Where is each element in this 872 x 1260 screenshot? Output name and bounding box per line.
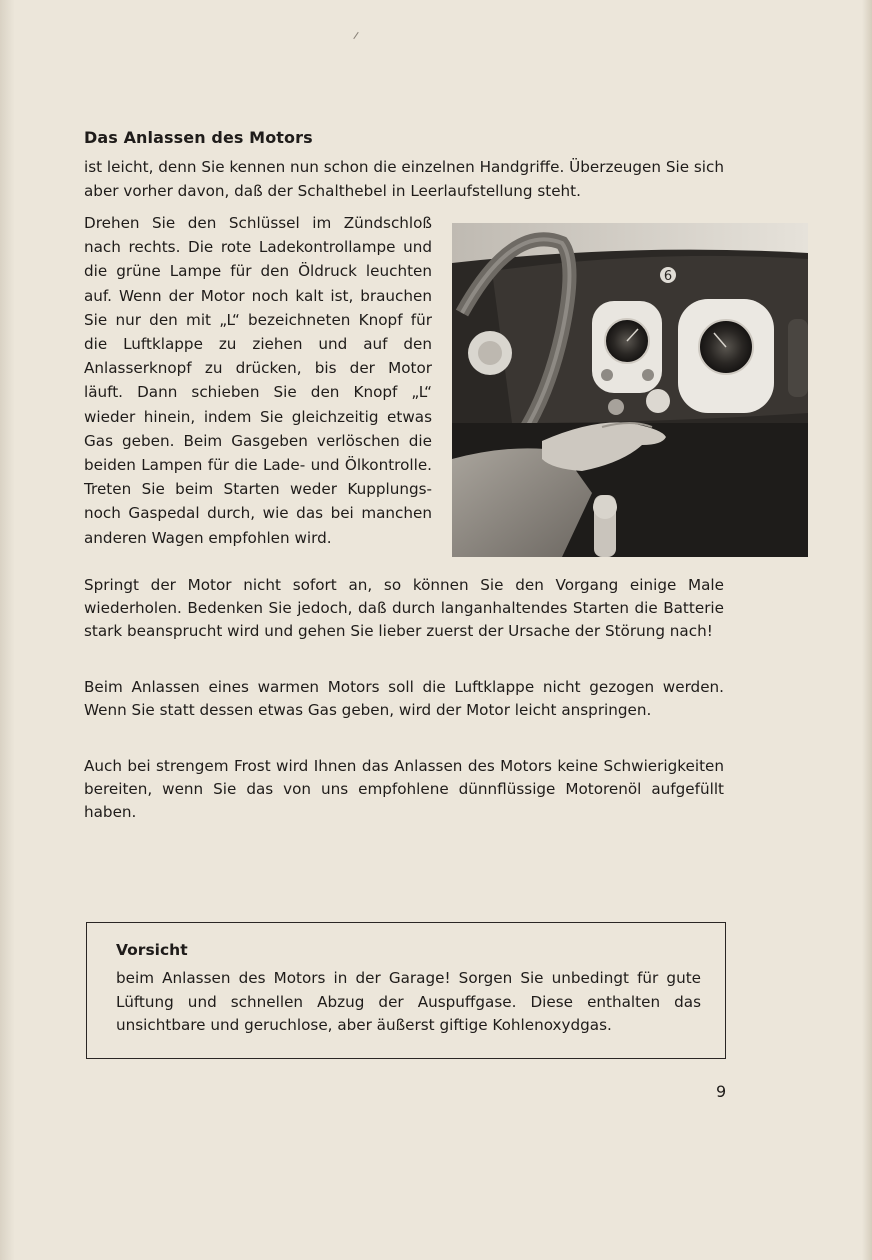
- warning-text: beim Anlassen des Motors in der Garage! Sorgen Sie unbedingt für gute Lüftung und schnellen Abzug der Auspuffgase. Diese enthalten das unsichtbare und geruchlose, aber äußerst giftige Kohlenoxydgas.: [116, 969, 701, 1034]
- warm-engine-paragraph: Beim Anlassen eines warmen Motors soll die Luftklappe nicht gezogen werden. Wenn Sie statt dessen etwas Gas geben, wird der Motor leicht anspringen.: [84, 678, 724, 719]
- frost-paragraph: Auch bei strengem Frost wird Ihnen das Anlassen des Motors keine Schwierigkeiten bereiten, wenn Sie das von uns empfohlene dünnflüssige Motorenöl aufgefüllt haben.: [84, 757, 724, 821]
- starting-procedure-paragraph: Drehen Sie den Schlüssel im Zündschloß nach rechts. Die rote Ladekontrollampe und die grüne Lampe für den Öldruck leuchten auf. Wenn der Motor noch kalt ist, brauchen Sie nur den mit „L“ bezeichneten Knopf für die Luftklappe zu ziehen und auf den Anlasserknopf zu drücken, bis der Motor läuft. Dann schieben Sie den Knopf „L“ wieder hinein, indem Sie gleichzeitig etwas Gas geben. Beim Gasgeben verlöschen die beiden Lampen für die Lade- und Ölkontrolle. Treten Sie beim Starten weder Kupplungs- noch Gaspedal durch, wie das bei manchen anderen Wagen empfohlen wird.: [84, 214, 432, 547]
- pencil-mark: [353, 32, 358, 39]
- warning-title: Vorsicht: [116, 941, 188, 959]
- page-edge-right: [862, 0, 872, 1260]
- page-number: 9: [716, 1082, 727, 1101]
- repeat-start-paragraph: Springt der Motor nicht sofort an, so können Sie den Vorgang einige Male wiederholen. Bedenken Sie jedoch, daß durch langanhaltendes Starten die Batterie stark beansprucht wird und gehen Sie lieber zuerst der Ursache der Störung nach!: [84, 576, 724, 640]
- dashboard-photo: [452, 223, 808, 557]
- section-heading: Das Anlassen des Motors: [84, 128, 313, 147]
- page-edge-left: [0, 0, 14, 1260]
- intro-paragraph: ist leicht, denn Sie kennen nun schon die einzelnen Handgriffe. Überzeugen Sie sich aber vorher davon, daß der Schalthebel in Leerlaufstellung steht.: [84, 158, 724, 200]
- dial-label: 6: [663, 269, 673, 284]
- warning-box: [86, 922, 726, 1059]
